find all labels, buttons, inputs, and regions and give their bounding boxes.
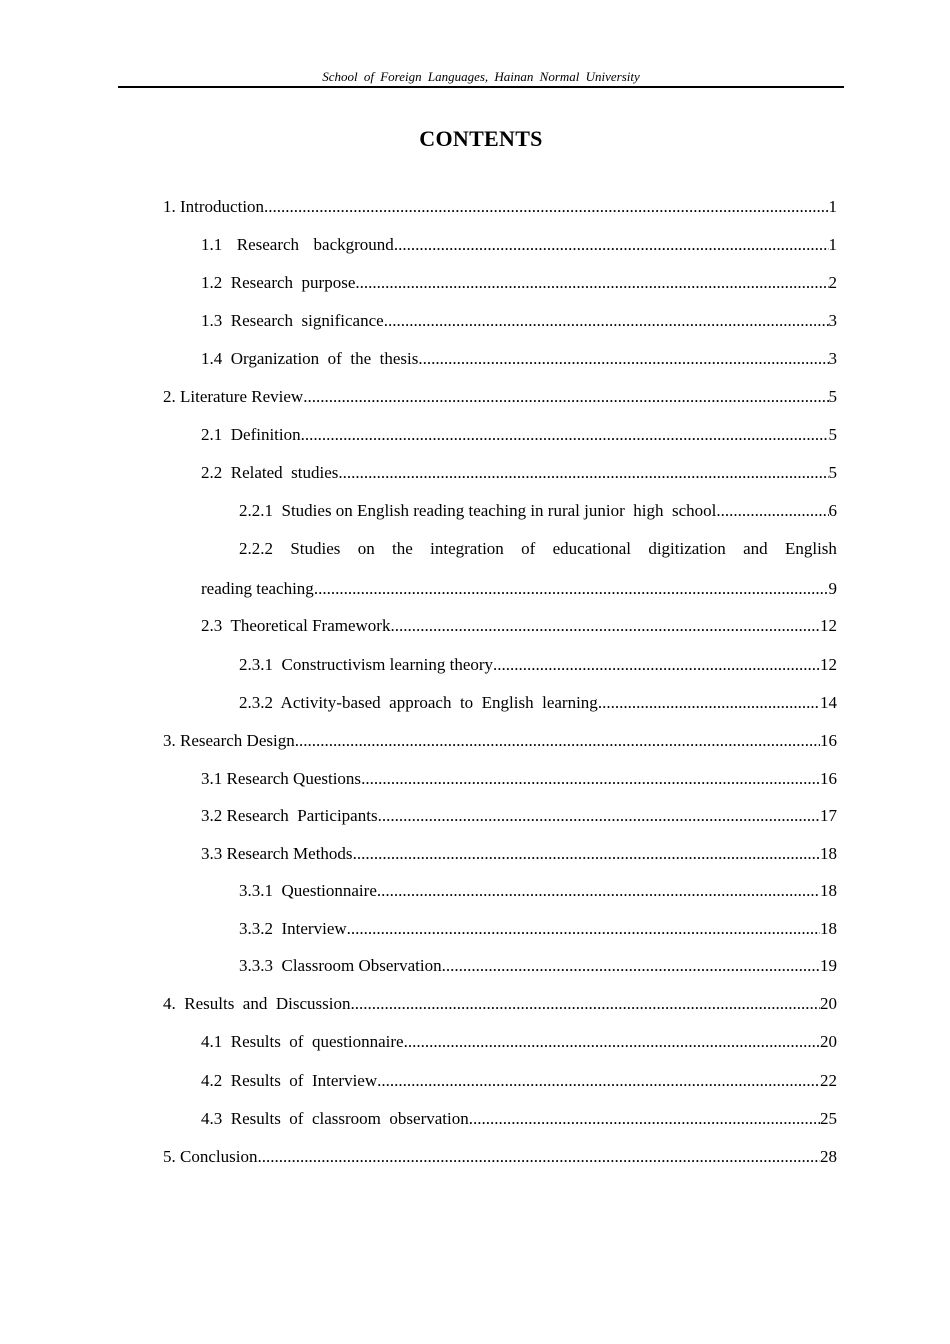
toc-entry-page: 16 [820, 769, 837, 788]
toc-entry-label: reading teaching [201, 579, 314, 598]
toc-entry-label: 4.1 Results of questionnaire [201, 1032, 404, 1051]
leader-dots [350, 994, 820, 1014]
leader-dots [404, 1032, 820, 1052]
leader-dots [384, 311, 829, 331]
leader-dots [257, 1147, 820, 1167]
toc-entry-page: 16 [820, 731, 837, 750]
toc-entry-page: 25 [820, 1109, 837, 1128]
toc-entry[interactable] [201, 273, 837, 293]
toc-entry-label: 3.2 Research Participants [201, 806, 378, 825]
leader-dots [716, 501, 828, 521]
leader-dots [264, 197, 828, 217]
leader-dots [314, 579, 829, 599]
toc-entry-label: 4.2 Results of Interview [201, 1071, 378, 1090]
running-header: School of Foreign Languages, Hainan Normal University [322, 69, 640, 84]
toc-word: 2.2.2 [239, 539, 273, 558]
toc-entry[interactable] [201, 463, 837, 483]
toc-word: English [784, 539, 837, 558]
leader-dots [355, 273, 828, 293]
leader-dots [338, 463, 828, 483]
header-rule [118, 86, 844, 88]
toc-entry[interactable] [163, 197, 837, 217]
leader-dots [390, 616, 820, 636]
toc-entry-page: 3 [828, 349, 837, 368]
toc-entry-page: 12 [820, 655, 837, 674]
toc-word: educational [552, 539, 631, 558]
toc-entry[interactable] [239, 693, 837, 713]
leader-dots [295, 731, 820, 751]
toc-entry-page: 28 [820, 1147, 837, 1166]
leader-dots [378, 806, 820, 826]
toc-entry[interactable] [201, 1071, 837, 1091]
toc-entry[interactable] [201, 425, 837, 445]
toc-entry[interactable] [201, 1109, 837, 1129]
toc-entry-page: 18 [820, 844, 837, 863]
toc-entry-label: 3.3.2 Interview [239, 919, 347, 938]
toc-word: Studies [290, 539, 341, 558]
leader-dots [418, 349, 828, 369]
toc-entry-page: 5 [828, 387, 837, 406]
leader-dots [377, 881, 820, 901]
leader-dots [493, 655, 820, 675]
page-title: CONTENTS [419, 126, 543, 151]
toc-entry[interactable] [201, 311, 837, 331]
leader-dots [394, 235, 829, 255]
toc-entry-label: 2.2 Related studies [201, 463, 339, 482]
toc-entry-label: 1.1 Research background [201, 235, 394, 254]
leader-dots [347, 919, 820, 939]
toc-entry[interactable] [201, 579, 837, 599]
toc-entry[interactable] [201, 235, 837, 255]
toc-entry-label: 1.4 Organization of the thesis [201, 349, 419, 368]
leader-dots [598, 693, 820, 713]
toc-entry-page: 2 [828, 273, 837, 292]
toc-entry-page: 5 [828, 425, 837, 444]
leader-dots [377, 1071, 820, 1091]
toc-entry-label: 2.1 Definition [201, 425, 301, 444]
toc-entry-page: 6 [828, 501, 837, 520]
toc-entry-page: 20 [820, 1032, 837, 1051]
toc-entry[interactable] [239, 919, 837, 939]
toc-entry[interactable] [201, 616, 837, 636]
toc-entry-label: 2.2.1 Studies on English reading teaching in rural junior high school [239, 501, 717, 520]
toc-entry-page: 12 [820, 616, 837, 635]
toc-entry[interactable] [163, 1147, 837, 1167]
toc-entry-label: 2.3 Theoretical Framework [201, 616, 391, 635]
toc-entry-page: 22 [820, 1071, 837, 1090]
toc-entry-label: 2.3.2 Activity-based approach to English learning [239, 693, 598, 712]
toc-entry[interactable] [201, 769, 837, 789]
toc-entry-page: 1 [828, 235, 837, 254]
toc-word: and [743, 539, 768, 558]
toc-entry[interactable] [239, 655, 837, 675]
toc-word: digitization [648, 539, 726, 558]
leader-dots [469, 1109, 820, 1129]
leader-dots [361, 769, 820, 789]
toc-entry-label: 2.3.1 Constructivism learning theory [239, 655, 494, 674]
toc-entry[interactable] [163, 994, 837, 1014]
toc-entry[interactable] [201, 1032, 837, 1052]
toc-entry-page: 18 [820, 881, 837, 900]
toc-entry-label: 1.3 Research significance [201, 311, 384, 330]
toc-entry-page: 20 [820, 994, 837, 1013]
leader-dots [353, 844, 820, 864]
toc-entry-page: 19 [820, 956, 837, 975]
toc-entry-label: 5. Conclusion [163, 1147, 258, 1166]
toc-entry-page: 1 [828, 197, 837, 216]
toc-entry[interactable] [163, 731, 837, 751]
toc-entry-label: 3.3.3 Classroom Observation [239, 956, 442, 975]
toc-entry-label: 4.3 Results of classroom observation [201, 1109, 469, 1128]
toc-entry-label: 1.2 Research purpose [201, 273, 356, 292]
toc-entry-label: 3.1 Research Questions [201, 769, 362, 788]
leader-dots [442, 956, 820, 976]
toc-word: on [357, 539, 375, 558]
toc-entry[interactable] [201, 806, 837, 826]
toc-word: the [392, 539, 413, 558]
toc-entry[interactable] [163, 387, 837, 407]
toc-entry-page: 14 [820, 693, 837, 712]
toc-word: of [521, 539, 536, 558]
toc-entry-label: 3.3.1 Questionnaire [239, 881, 377, 900]
toc-entry-page: 5 [828, 463, 837, 482]
toc-entry-label: 3.3 Research Methods [201, 844, 353, 863]
toc-entry-page: 3 [828, 311, 837, 330]
toc-entry-page: 18 [820, 919, 837, 938]
toc-entry-label: 1. Introduction [163, 197, 265, 216]
leader-dots [301, 425, 829, 445]
toc-entry-page: 17 [820, 806, 837, 825]
toc-entry-label: 4. Results and Discussion [163, 994, 351, 1013]
toc-entry-label: 2. Literature Review [163, 387, 304, 406]
leader-dots [303, 387, 828, 407]
toc-entry[interactable] [239, 881, 837, 901]
toc-entry[interactable] [239, 501, 837, 521]
toc-entry-page: 9 [828, 579, 837, 598]
toc-word: integration [430, 539, 504, 558]
toc-entry[interactable] [201, 349, 837, 369]
toc-entry-label: 3. Research Design [163, 731, 295, 750]
toc-entry[interactable] [201, 844, 837, 864]
toc-entry-wrapped-line[interactable] [239, 539, 837, 559]
toc-entry[interactable] [239, 956, 837, 976]
